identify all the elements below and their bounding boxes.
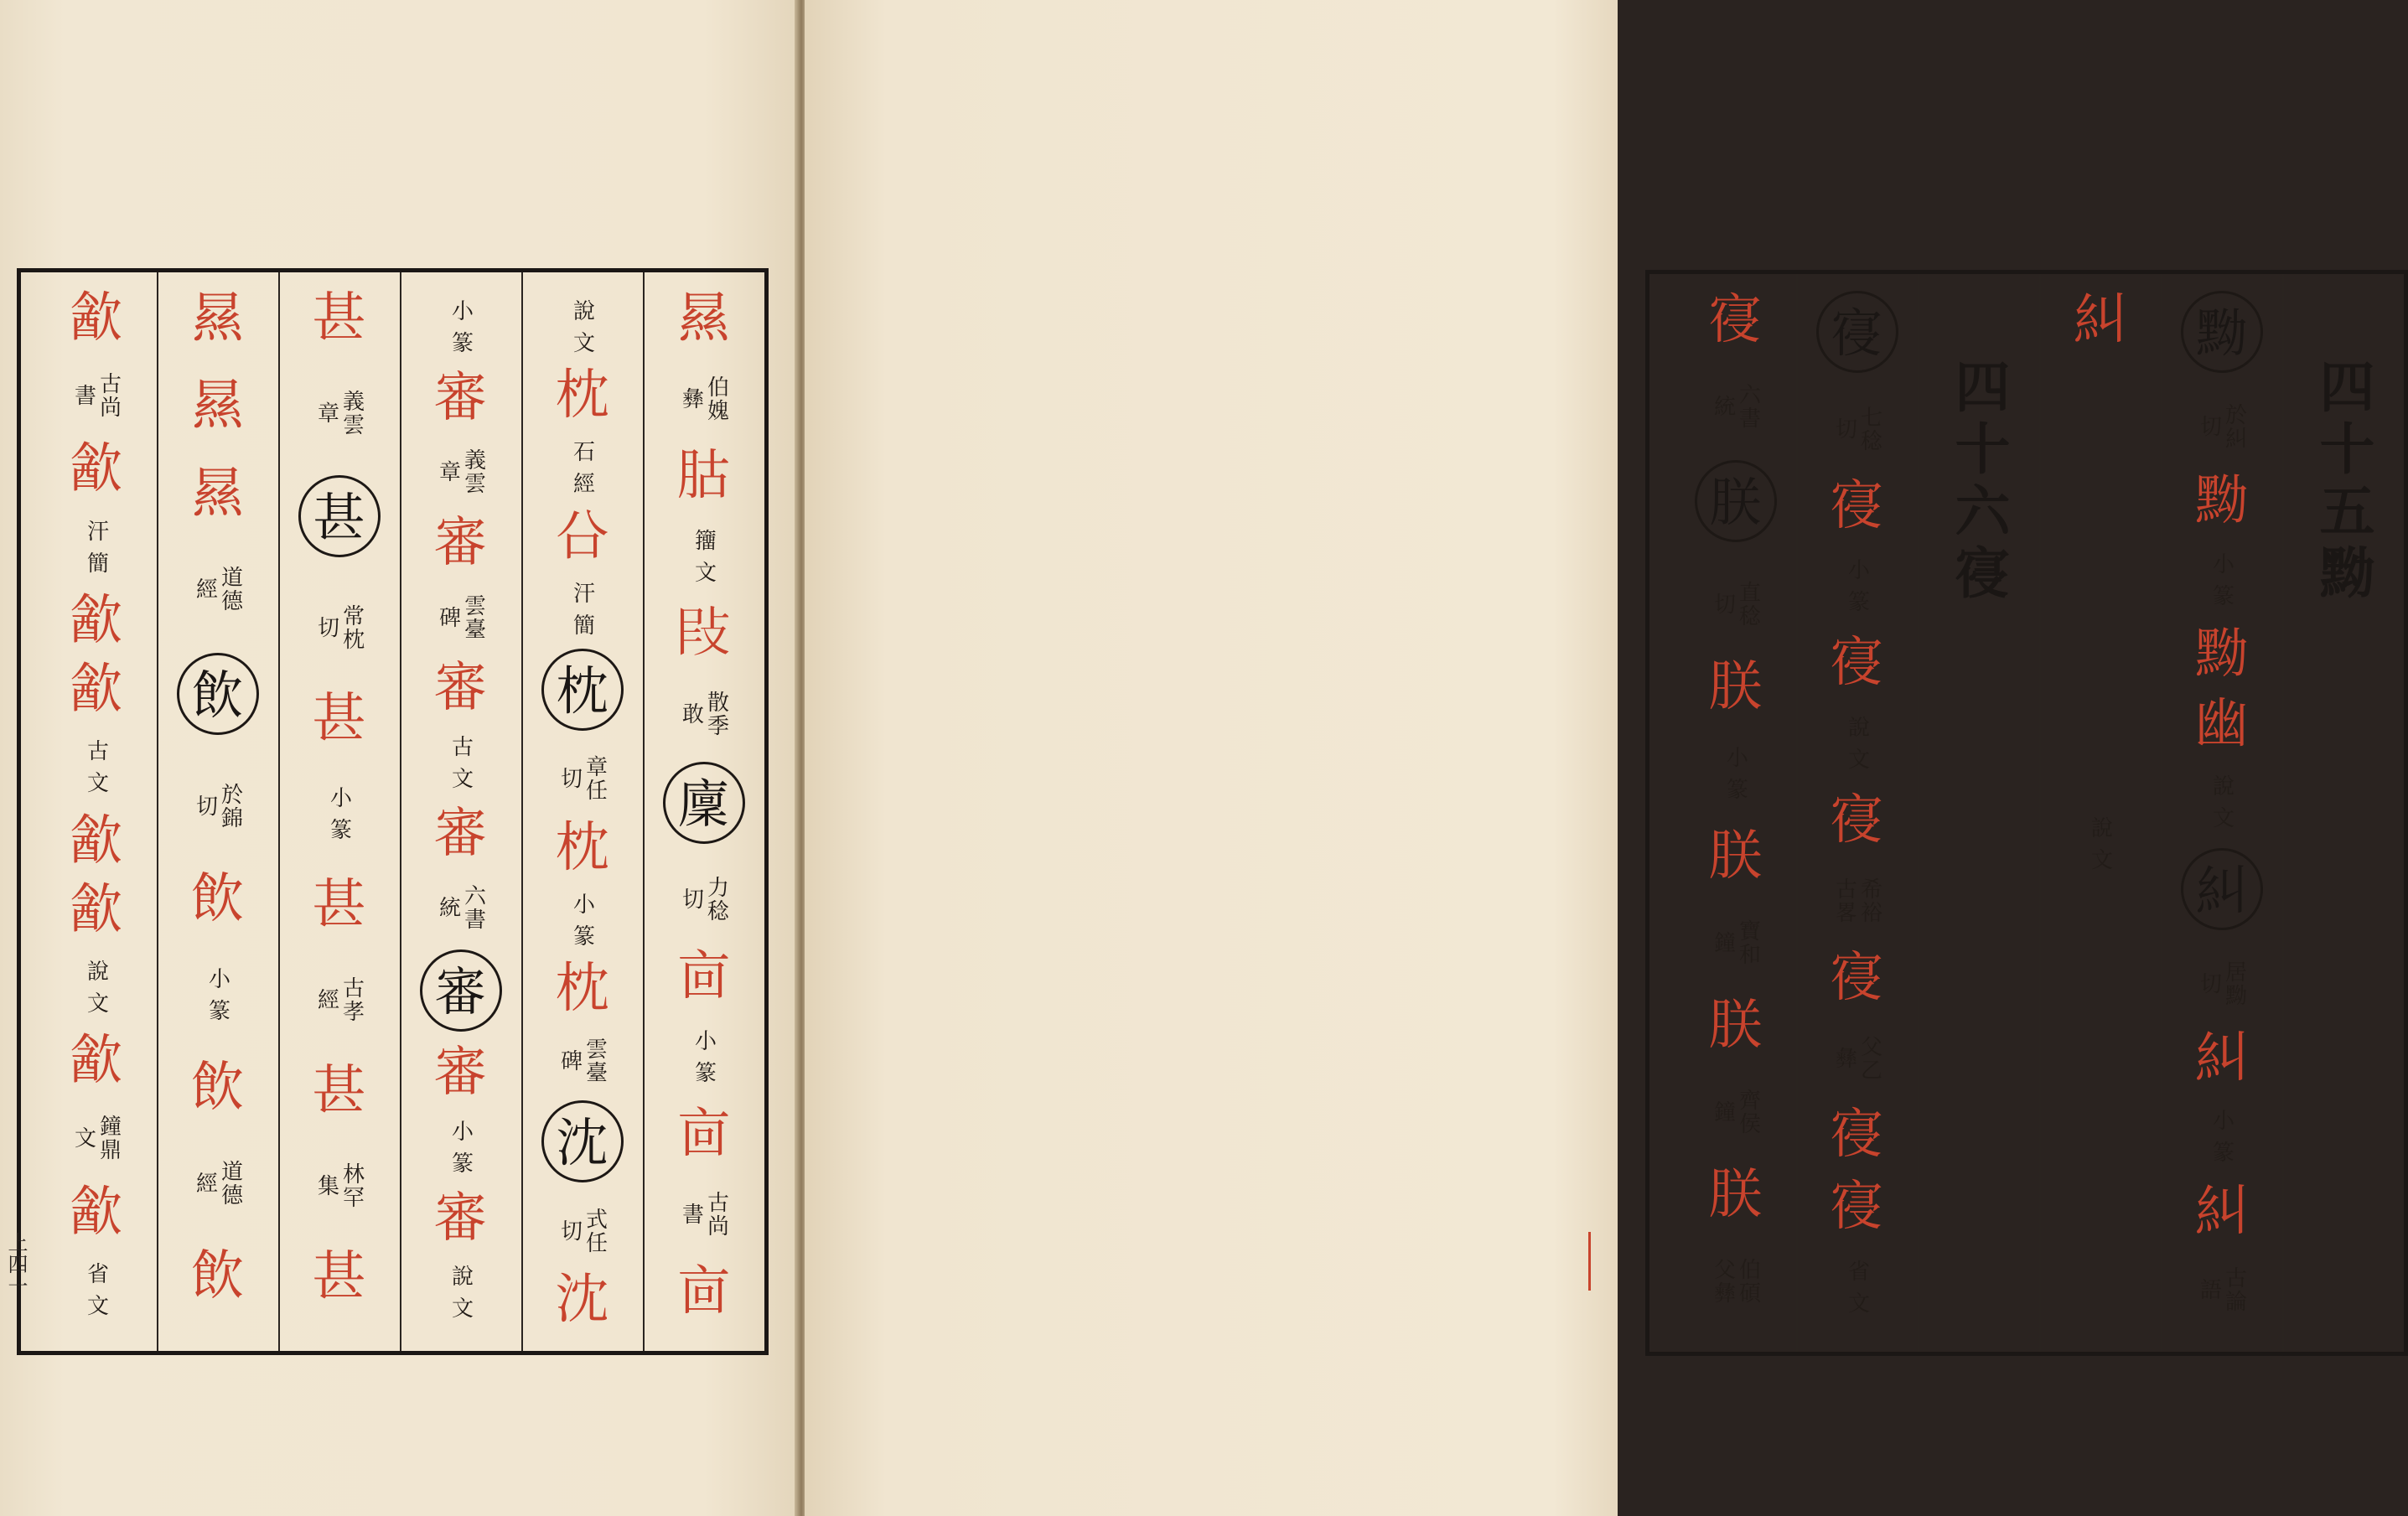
column-entry (1796, 549, 1918, 628)
source-annotation: 希裕 古畧 (1831, 877, 1882, 924)
source-annotation: 伯媿 彝 (678, 375, 729, 422)
column-entry (643, 1262, 764, 1321)
source-annotation: 雲臺 碑 (557, 1037, 608, 1085)
column-entry (1675, 291, 1796, 349)
source-annotation: 於糾 切 (2196, 403, 2247, 451)
column-entry (278, 1148, 400, 1227)
source-annotation: 古尚 書 (70, 372, 122, 420)
left-page (0, 0, 800, 1516)
column-divider (278, 272, 280, 1351)
source-annotation: 小 篆 (448, 1119, 474, 1176)
source-annotation: 省 文 (1844, 1260, 1870, 1316)
column-entry (1796, 632, 1918, 695)
source-annotation: 古孝 經 (313, 976, 365, 1023)
source-annotation: 六書 統 (1710, 383, 1761, 430)
column-entry (157, 1058, 278, 1117)
source-annotation: 古論 語 (2196, 1265, 2247, 1313)
column-entry (400, 802, 521, 865)
column-entry (521, 649, 643, 731)
source-annotation: 力稔 切 (678, 876, 729, 924)
seal-script-glyph: 甚 (312, 1060, 366, 1122)
column-divider (2161, 274, 2162, 1352)
seal-script-glyph: 朕 (1708, 1164, 1763, 1226)
column-entry (2161, 1029, 2282, 1088)
column-entry (521, 882, 643, 961)
column-entry (2161, 389, 2282, 468)
seal-script-glyph: 審 (433, 1042, 488, 1105)
source-annotation: 六書 統 (435, 884, 486, 932)
column-entry (2161, 291, 2282, 373)
column-entry (521, 430, 643, 509)
right-page-column (2161, 291, 2282, 1335)
seal-script-glyph: 𦙶 (676, 444, 731, 507)
column-entry (400, 434, 521, 513)
seal-script-glyph: 甚 (312, 1246, 366, 1308)
seal-script-glyph: 審 (433, 657, 488, 720)
column-entry (400, 289, 521, 368)
column-entry (521, 289, 643, 368)
source-annotation: 式任 切 (557, 1207, 608, 1255)
source-annotation: 籒 文 (691, 528, 717, 584)
column-entry (35, 1252, 157, 1331)
source-annotation: 小 篆 (1722, 745, 1748, 802)
column-entry (643, 519, 764, 598)
column-entry (1675, 658, 1796, 717)
column-entry (643, 361, 764, 440)
source-annotation: 寶和 鐘 (1710, 919, 1761, 966)
column-entry (35, 878, 157, 941)
column-entry (643, 289, 764, 348)
column-entry (2161, 1099, 2282, 1177)
column-entry (35, 1030, 157, 1093)
column-entry (278, 876, 400, 934)
column-entry (1675, 567, 1796, 645)
column-entry (1796, 1250, 1918, 1328)
column-entry (2282, 358, 2404, 609)
column-entry (521, 1193, 643, 1272)
seal-script-glyph: 朕 (1708, 656, 1763, 718)
seal-script-glyph: 黝 (2194, 623, 2249, 686)
source-annotation: 小 篆 (569, 892, 595, 948)
column-entry (157, 289, 278, 348)
seal-script-glyph: 㬎 (190, 287, 245, 349)
seal-script-glyph: 沈 (555, 1268, 609, 1331)
column-entry (278, 475, 400, 557)
right-page (805, 0, 2375, 1516)
seal-script-glyph: 㱃 (69, 1030, 123, 1093)
right-page-column (1796, 291, 1918, 1335)
source-annotation: 鐘鼎 文 (70, 1115, 122, 1162)
column-entry (643, 947, 764, 1006)
column-entry (2161, 625, 2282, 684)
source-annotation: 說 文 (2209, 774, 2235, 830)
column-entry (1675, 736, 1796, 815)
source-annotation: 章任 切 (557, 755, 608, 803)
seal-script-glyph: 㱃 (69, 589, 123, 652)
column-entry (521, 1100, 643, 1182)
column-entry (35, 1183, 157, 1242)
column-entry (1675, 1244, 1796, 1322)
seal-script-glyph: 㱃 (69, 878, 123, 941)
left-page-column (35, 289, 157, 1334)
source-annotation: 小 篆 (326, 785, 352, 842)
source-annotation: 小 篆 (691, 1029, 717, 1085)
column-entry (521, 366, 643, 425)
column-entry (643, 1103, 764, 1166)
column-entry (2161, 848, 2282, 930)
source-annotation: 義雲 章 (313, 390, 365, 437)
source-annotation: 小 篆 (448, 298, 474, 355)
column-divider (643, 272, 645, 1351)
seal-script-glyph: 㐭 (676, 1260, 731, 1323)
column-entry (157, 957, 278, 1036)
left-page-column (400, 289, 521, 1334)
seal-script-glyph: 枕 (555, 365, 609, 427)
source-annotation: 汗 簡 (83, 519, 109, 575)
column-entry (521, 1023, 643, 1102)
column-entry (1675, 827, 1796, 886)
source-annotation: 齊侯 鐘 (1710, 1089, 1761, 1136)
source-annotation: 於錦 切 (192, 783, 243, 830)
seal-script-glyph: 㱃 (69, 287, 123, 349)
seal-script-glyph: 甚 (312, 874, 366, 936)
column-entry (35, 289, 157, 348)
column-divider (157, 272, 158, 1351)
column-entry (400, 580, 521, 659)
column-entry (643, 762, 764, 844)
column-entry (35, 1100, 157, 1179)
column-entry (1675, 996, 1796, 1055)
column-entry (157, 551, 278, 630)
source-annotation: 七稔 切 (1831, 405, 1882, 453)
column-entry (1675, 460, 1796, 542)
source-annotation: 小 篆 (2209, 1109, 2235, 1165)
left-page-column (157, 289, 278, 1334)
source-annotation: 林罕 集 (313, 1162, 365, 1209)
column-entry (1675, 905, 1796, 984)
column-entry (278, 375, 400, 454)
column-entry (1675, 1074, 1796, 1153)
source-annotation: 義雲 章 (435, 448, 486, 496)
column-entry (2161, 764, 2282, 843)
seal-script-glyph: 飲 (190, 867, 245, 930)
column-entry (1796, 1021, 1918, 1099)
column-entry (643, 444, 764, 507)
source-annotation: 古 文 (448, 734, 474, 790)
seal-script-glyph: 㬎 (676, 287, 731, 349)
seal-script-glyph: 審 (433, 802, 488, 865)
seal-script-glyph: 㕣 (555, 505, 609, 568)
right-frame (1645, 270, 2408, 1356)
column-divider (521, 272, 523, 1351)
column-entry (521, 816, 643, 879)
source-annotation: 說 文 (569, 298, 595, 355)
column-entry (35, 659, 157, 722)
column-entry (2161, 1252, 2282, 1331)
seal-script-glyph: 審 (433, 1187, 488, 1250)
column-entry (1796, 1176, 1918, 1239)
seal-script-glyph: 寑 (1830, 946, 1884, 1009)
seal-script-glyph: 飲 (190, 1244, 245, 1307)
headword-circled: 黝 (2181, 291, 2263, 373)
column-entry (521, 572, 643, 650)
source-annotation: 小 篆 (205, 967, 230, 1023)
red-edge-mark (1588, 1232, 1613, 1291)
column-entry (400, 949, 521, 1032)
seal-script-glyph: 朕 (1708, 995, 1763, 1057)
seal-script-glyph: 甚 (312, 287, 366, 349)
seal-script-glyph: 㬎 (190, 462, 245, 525)
column-entry (35, 729, 157, 808)
column-divider (400, 272, 401, 1351)
column-entry (400, 511, 521, 574)
column-entry (278, 776, 400, 855)
headword-circled: 甚 (298, 475, 381, 557)
seal-script-glyph: 寑 (1830, 474, 1884, 537)
left-page-column (521, 289, 643, 1334)
source-annotation: 常枕 切 (313, 604, 365, 651)
source-annotation: 省 文 (83, 1261, 109, 1317)
headword-circled: 枕 (541, 649, 624, 731)
source-annotation: 石 經 (569, 440, 595, 496)
left-page-column (643, 289, 764, 1334)
column-entry (2161, 1182, 2282, 1241)
column-entry (35, 589, 157, 652)
column-entry (400, 725, 521, 804)
column-entry (400, 1255, 521, 1333)
column-entry (35, 510, 157, 588)
column-entry (400, 870, 521, 949)
rhyme-heading: 四十五黝 (2310, 358, 2375, 606)
source-annotation: 說 文 (1844, 716, 1870, 772)
seal-script-glyph: 㱃 (69, 1181, 123, 1244)
column-divider (1796, 274, 1798, 1352)
column-entry (278, 1062, 400, 1120)
seal-script-glyph: 枕 (555, 957, 609, 1020)
column-entry (521, 957, 643, 1020)
column-entry (1796, 391, 1918, 470)
column-entry (35, 949, 157, 1028)
column-entry (278, 289, 400, 348)
seal-script-glyph: 㱃 (69, 659, 123, 722)
seal-script-glyph: 㬎 (190, 375, 245, 437)
rhyme-heading: 四十六寑 (1945, 358, 2011, 606)
source-annotation: 直稔 切 (1710, 581, 1761, 628)
seal-script-glyph: 寑 (1708, 289, 1763, 351)
seal-script-glyph: 㱃 (69, 438, 123, 501)
seal-script-glyph: 㱃 (69, 810, 123, 872)
seal-script-glyph: 朕 (1708, 825, 1763, 887)
source-annotation: 說 文 (83, 959, 109, 1016)
column-entry (521, 505, 643, 568)
column-entry (2161, 542, 2282, 621)
seal-script-glyph: 㐭 (676, 945, 731, 1008)
column-entry (1796, 291, 1918, 373)
column-entry (1796, 1104, 1918, 1167)
column-entry (35, 812, 157, 871)
column-entry (157, 376, 278, 435)
right-page-column (1675, 291, 1796, 1335)
column-entry (643, 1019, 764, 1098)
column-entry (643, 676, 764, 755)
headword-circled: 廩 (663, 762, 745, 844)
column-entry (278, 1248, 400, 1306)
column-entry (521, 741, 643, 820)
seal-script-glyph: 枕 (555, 816, 609, 879)
seal-script-glyph: 審 (433, 511, 488, 574)
headword-circled: 審 (420, 949, 502, 1032)
column-entry (643, 1177, 764, 1255)
seal-script-glyph: 糾 (2194, 1027, 2249, 1090)
source-annotation: 雲臺 碑 (435, 593, 486, 641)
page-marker: 上四一 (4, 1232, 28, 1297)
source-annotation: 道德 經 (192, 1160, 243, 1208)
seal-script-glyph: 寑 (1830, 789, 1884, 852)
seal-script-glyph: 審 (433, 366, 488, 429)
column-entry (1796, 791, 1918, 850)
headword-circled: 糾 (2181, 848, 2263, 930)
right-page-column (2039, 291, 2161, 1335)
seal-script-glyph: 糾 (2073, 289, 2127, 351)
column-entry (35, 358, 157, 437)
column-entry (1796, 946, 1918, 1009)
column-entry (157, 653, 278, 735)
column-entry (157, 1146, 278, 1224)
seal-script-glyph: 㐭 (676, 1103, 731, 1166)
column-entry (278, 690, 400, 748)
source-annotation: 古尚 書 (678, 1191, 729, 1239)
headword-circled: 沈 (541, 1100, 624, 1182)
column-entry (2161, 946, 2282, 1025)
seal-script-glyph: 寑 (1830, 1104, 1884, 1167)
source-annotation: 古 文 (83, 739, 109, 795)
source-annotation: 小 篆 (2209, 551, 2235, 608)
seal-script-glyph: 甚 (312, 688, 366, 750)
column-divider (2282, 274, 2284, 1352)
column-entry (157, 768, 278, 847)
column-entry (278, 962, 400, 1041)
column-entry (2161, 470, 2282, 533)
column-entry (157, 464, 278, 523)
source-annotation: 伯碩 父彝 (1710, 1258, 1761, 1305)
seal-script-glyph: 𢼖 (676, 602, 731, 665)
column-entry (278, 590, 400, 669)
column-entry (157, 1244, 278, 1307)
column-entry (1675, 369, 1796, 448)
headword-circled: 朕 (1695, 460, 1777, 542)
seal-script-glyph: 寑 (1830, 632, 1884, 695)
seal-script-glyph: 幽 (2194, 693, 2249, 756)
seal-script-glyph: 糾 (2194, 1180, 2249, 1243)
column-entry (400, 657, 521, 720)
column-entry (1796, 706, 1918, 784)
column-entry (643, 604, 764, 663)
column-entry (1796, 863, 1918, 942)
left-frame (17, 268, 769, 1355)
column-entry (157, 867, 278, 930)
column-entry (643, 861, 764, 940)
source-annotation: 說 文 (2087, 815, 2113, 872)
source-annotation: 道德 經 (192, 566, 243, 613)
column-entry (1918, 358, 2039, 609)
column-entry (400, 1042, 521, 1105)
column-entry (400, 366, 521, 429)
source-annotation: 說 文 (448, 1265, 474, 1321)
column-entry (2161, 693, 2282, 756)
right-page-column (2282, 291, 2404, 1335)
column-divider (1918, 274, 1919, 1352)
headword-circled: 寑 (1816, 291, 1898, 373)
column-entry (521, 1270, 643, 1329)
seal-script-glyph: 黝 (2194, 470, 2249, 533)
column-entry (2039, 291, 2161, 349)
column-entry (2039, 806, 2161, 885)
column-entry (1675, 1166, 1796, 1224)
source-annotation: 父乙 彝 (1831, 1034, 1882, 1082)
right-page-column (1918, 291, 2039, 1335)
headword-circled: 飲 (177, 653, 259, 735)
source-annotation: 小 篆 (1844, 558, 1870, 614)
column-entry (35, 440, 157, 499)
seal-script-glyph: 飲 (190, 1056, 245, 1119)
left-page-column (278, 289, 400, 1334)
seal-script-glyph: 寑 (1830, 1176, 1884, 1239)
source-annotation: 汗 簡 (569, 581, 595, 637)
column-divider (2039, 274, 2041, 1352)
source-annotation: 居黝 切 (2196, 960, 2247, 1007)
source-annotation: 散季 敢 (678, 690, 729, 737)
column-entry (400, 1110, 521, 1188)
column-entry (1796, 474, 1918, 537)
column-entry (400, 1189, 521, 1248)
